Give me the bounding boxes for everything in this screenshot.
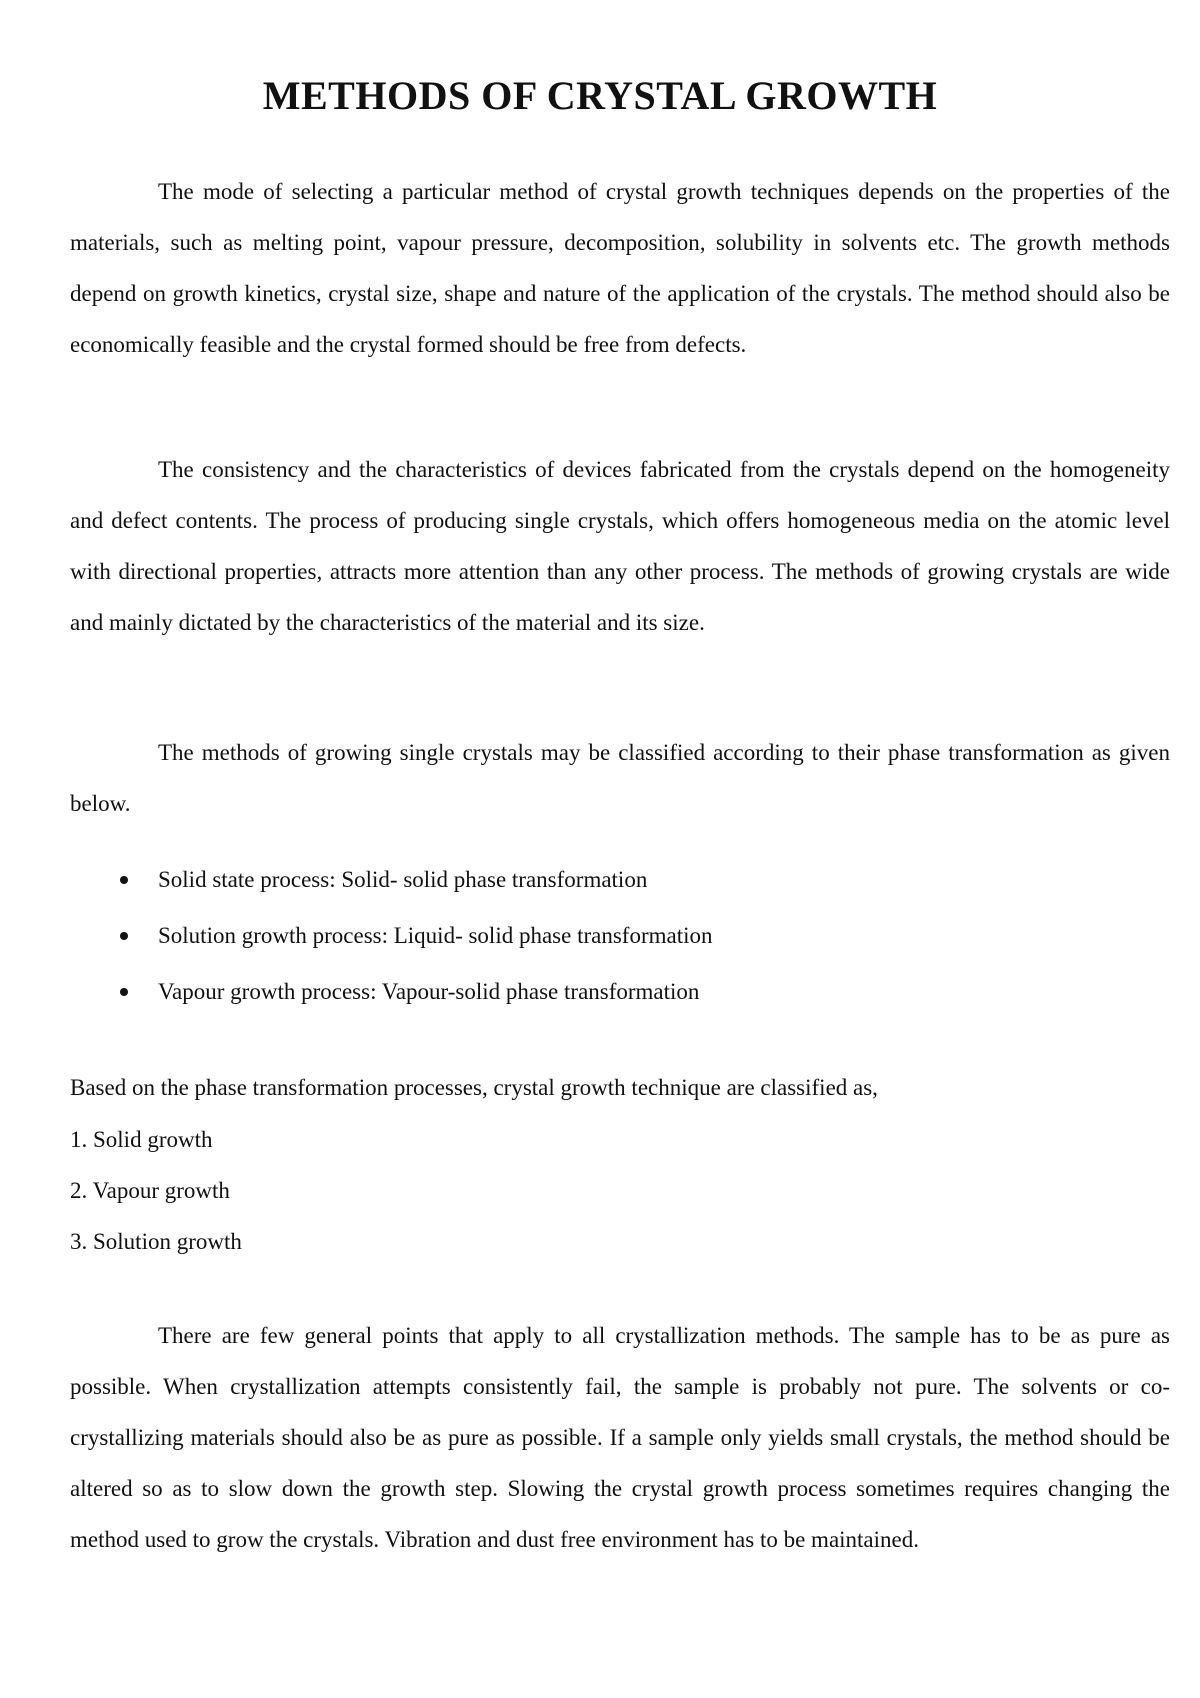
- bullet-icon: [120, 932, 128, 940]
- paragraph-general-points: There are few general points that apply to all crystallization methods. The sample has to be as pure as possible. When crystallization attempts consistently fail, the sample is probably not pure. The solvents or co-crystallizing materials should also be as pure as possible. If a sample only yields small crystals, the method should be altered so as to slow down the growth step. Slowing the crystal growth process sometimes requires changing the method used to grow the crystals. Vibration and dust free environment has to be maintained.: [70, 1323, 1170, 1552]
- classification-intro: Based on the phase transformation processes, crystal growth technique are classified as,: [70, 1075, 878, 1100]
- list-item: 1. Solid growth: [70, 1127, 213, 1152]
- paragraph-method-selection: The mode of selecting a particular method of crystal growth techniques depends on the properties of the materials, such as melting point, vapour pressure, decomposition, solubility in solvents etc. The growth methods depend on growth kinetics, crystal size, shape and nature of the application of the crystals. The method should also be economically feasible and the crystal formed should be free from defects.: [70, 179, 1170, 357]
- list-item: 3. Solution growth: [70, 1229, 242, 1254]
- bullet-icon: [120, 988, 128, 996]
- paragraph-device-characteristics: The consistency and the characteristics of devices fabricated from the crystals depend on the homogeneity and defect contents. The process of producing single crystals, which offers homogeneous media on the atomic level with directional properties, attracts more attention than any other process. The methods of growing crystals are wide and mainly dictated by the characteristics of the material and its size.: [70, 457, 1170, 635]
- list-item-text: Solution growth process: Liquid- solid phase transformation: [158, 923, 713, 948]
- phase-transformation-list: [120, 852, 712, 1020]
- list-item: 2. Vapour growth: [70, 1178, 230, 1203]
- list-item: [120, 852, 712, 908]
- growth-technique-list: [70, 1114, 242, 1267]
- bullet-icon: [120, 876, 128, 884]
- list-item: [120, 908, 712, 964]
- list-item: [120, 964, 712, 1020]
- list-item-text: Vapour growth process: Vapour-solid phase transformation: [158, 979, 700, 1004]
- paragraph-classification: The methods of growing single crystals may be classified according to their phase transformation as given below.: [70, 740, 1170, 816]
- list-item-text: Solid state process: Solid- solid phase transformation: [158, 867, 648, 892]
- page-title: METHODS OF CRYSTAL GROWTH: [262, 73, 938, 118]
